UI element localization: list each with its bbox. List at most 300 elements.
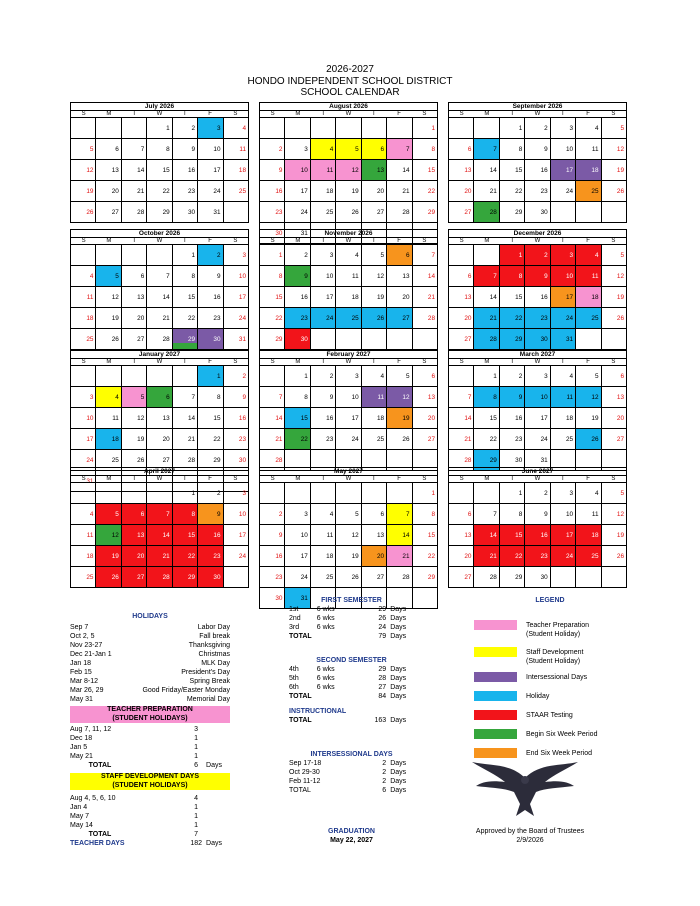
day-cell: 5 (601, 245, 626, 266)
day-cell: 18 (71, 546, 96, 567)
day-cell: 18 (576, 287, 601, 308)
day-cell: 7 (260, 387, 285, 408)
day-cell: 10 (550, 504, 575, 525)
day-cell: 12 (71, 160, 96, 181)
month-days-table (259, 365, 438, 471)
day-cell: 21 (147, 546, 172, 567)
day-cell: 23 (499, 429, 524, 450)
day-cell: 27 (147, 450, 172, 471)
day-cell: 28 (387, 202, 412, 223)
month-days-table (70, 117, 249, 223)
day-cell (71, 118, 96, 139)
day-cell: 24 (550, 546, 575, 567)
day-cell: 7 (147, 504, 172, 525)
day-cell: 15 (474, 408, 499, 429)
day-cell: 9 (285, 266, 310, 287)
day-cell: 11 (310, 525, 335, 546)
weekday-label: S (81, 359, 86, 365)
day-cell (576, 567, 601, 588)
day-cell: 8 (499, 139, 524, 160)
teacher-prep-row: Aug 7, 11, 12 3 (70, 726, 198, 733)
day-cell: 27 (361, 202, 386, 223)
day-cell: 16 (260, 546, 285, 567)
day-cell: 19 (387, 408, 412, 429)
month-days-table (259, 244, 438, 350)
weekday-label: S (270, 359, 275, 365)
day-cell: 19 (576, 408, 601, 429)
day-cell: 1 (499, 118, 524, 139)
day-cell: 26 (336, 202, 361, 223)
day-cell: 15 (499, 287, 524, 308)
day-cell (449, 245, 474, 266)
day-cell: 21 (474, 546, 499, 567)
day-cell: 10 (223, 266, 248, 287)
weekday-label: M (295, 476, 301, 482)
legend-swatch (474, 620, 517, 630)
day-cell: 15 (172, 287, 197, 308)
day-cell: 25 (223, 181, 248, 202)
day-cell: 27 (601, 429, 626, 450)
second-semester-section (289, 656, 414, 701)
day-cell: 29 (172, 329, 197, 350)
day-cell: 14 (121, 160, 146, 181)
weekday-label: S (459, 238, 464, 244)
weekday-label: S (611, 359, 616, 365)
day-cell: 8 (147, 139, 172, 160)
day-cell: 10 (550, 139, 575, 160)
day-cell: 4 (310, 504, 335, 525)
day-cell: 28 (449, 450, 474, 471)
day-cell: 12 (121, 408, 146, 429)
day-cell: 12 (387, 387, 412, 408)
day-cell: 19 (121, 429, 146, 450)
weekday-label: F (397, 359, 401, 365)
eagle-logo (470, 758, 580, 820)
day-cell: 15 (499, 525, 524, 546)
day-cell: 7 (474, 504, 499, 525)
day-cell: 10 (285, 160, 310, 181)
first-semester-total: TOTAL 79 Days (289, 633, 407, 640)
day-cell: 1 (499, 483, 524, 504)
day-cell: 24 (223, 308, 248, 329)
day-cell: 21 (387, 181, 412, 202)
day-cell: 6 (147, 387, 172, 408)
day-cell: 21 (449, 429, 474, 450)
weekday-label: S (459, 111, 464, 117)
day-cell: 28 (474, 202, 499, 223)
calendar-title: SCHOOL CALENDAR (300, 87, 400, 98)
day-cell: 30 (285, 329, 310, 350)
day-cell: 23 (223, 429, 248, 450)
day-cell (147, 483, 172, 504)
day-cell (412, 588, 437, 609)
month-calendar (448, 350, 627, 471)
first-semester-title: FIRST SEMESTER (321, 597, 382, 604)
month-title: October 2026 (70, 229, 249, 237)
day-cell: 4 (223, 118, 248, 139)
month-title: November 2026 (259, 229, 438, 237)
day-cell: 16 (172, 160, 197, 181)
day-cell: 25 (336, 308, 361, 329)
month-calendar (259, 229, 438, 350)
day-cell: 19 (601, 160, 626, 181)
staff-dev-row: May 14 1 (70, 822, 198, 829)
month-calendar (259, 467, 438, 609)
day-cell: 6 (601, 366, 626, 387)
day-cell: 18 (223, 160, 248, 181)
weekday-label: F (208, 111, 212, 117)
day-cell: 16 (198, 525, 223, 546)
day-cell: 6 (449, 139, 474, 160)
day-cell: 2 (172, 118, 197, 139)
day-cell: 8 (412, 139, 437, 160)
day-cell (96, 483, 121, 504)
day-cell: 8 (285, 387, 310, 408)
day-cell: 2 (499, 366, 524, 387)
intersessional-row: Oct 29-30 2 Days (289, 769, 407, 776)
day-cell: 17 (550, 287, 575, 308)
holiday-row: Nov 23-27 Thanksgiving (70, 642, 230, 649)
weekday-label: F (397, 238, 401, 244)
day-cell: 16 (499, 408, 524, 429)
day-cell: 9 (198, 266, 223, 287)
day-cell: 25 (310, 567, 335, 588)
day-cell: 19 (96, 308, 121, 329)
day-cell: 23 (198, 308, 223, 329)
day-cell: 18 (96, 429, 121, 450)
legend-swatch (474, 729, 517, 739)
month-title: June 2027 (448, 467, 627, 475)
day-cell: 5 (361, 245, 386, 266)
day-cell: 27 (121, 567, 146, 588)
day-cell: 8 (198, 387, 223, 408)
day-cell: 26 (601, 546, 626, 567)
day-cell: 22 (260, 308, 285, 329)
teacher-prep-total: TOTAL 6 Days (88, 762, 222, 769)
day-cell: 5 (96, 266, 121, 287)
legend-swatch (474, 748, 517, 758)
day-cell (387, 329, 412, 350)
legend-label: Holiday (526, 693, 550, 700)
weekday-label: M (106, 238, 112, 244)
day-cell (147, 366, 172, 387)
day-cell: 24 (550, 308, 575, 329)
day-cell (260, 483, 285, 504)
day-cell: 1 (172, 245, 197, 266)
day-cell: 2 (525, 118, 550, 139)
day-cell: 28 (387, 567, 412, 588)
day-cell: 31 (198, 202, 223, 223)
day-cell: 10 (71, 408, 96, 429)
day-cell (223, 202, 248, 223)
weekday-label: T (321, 238, 326, 244)
weekday-label: S (233, 476, 238, 482)
day-cell: 21 (121, 181, 146, 202)
day-cell (121, 366, 146, 387)
month-calendar (70, 102, 249, 223)
day-cell (576, 329, 601, 350)
day-cell: 4 (576, 483, 601, 504)
intersessional-title: INTERSESSIONAL DAYS (310, 751, 393, 758)
weekday-label: M (484, 359, 490, 365)
day-cell: 7 (474, 266, 499, 287)
day-cell: 5 (387, 366, 412, 387)
weekday-label: F (586, 476, 590, 482)
day-cell: 7 (387, 139, 412, 160)
weekday-label: W (156, 238, 163, 244)
day-cell: 11 (310, 160, 335, 181)
weekday-label: T (560, 111, 565, 117)
weekday-label: S (459, 476, 464, 482)
day-cell: 11 (576, 504, 601, 525)
day-cell: 20 (412, 408, 437, 429)
weekday-label: S (459, 359, 464, 365)
weekday-label: M (484, 111, 490, 117)
weekday-label: S (422, 359, 427, 365)
day-cell: 13 (449, 287, 474, 308)
day-cell: 24 (223, 546, 248, 567)
day-cell: 18 (310, 181, 335, 202)
day-cell: 3 (336, 366, 361, 387)
weekday-label: S (81, 111, 86, 117)
day-cell (223, 567, 248, 588)
day-cell (96, 366, 121, 387)
day-cell (449, 483, 474, 504)
day-cell (310, 483, 335, 504)
day-cell: 29 (172, 567, 197, 588)
day-cell (361, 483, 386, 504)
first-semester-section (289, 596, 414, 641)
six-week-row: 5th 6 wks 28 Days (289, 675, 407, 682)
day-cell (601, 567, 626, 588)
day-cell: 14 (260, 408, 285, 429)
day-cell: 28 (474, 567, 499, 588)
month-calendar (70, 229, 249, 350)
weekday-label: M (106, 111, 112, 117)
month-title: January 2027 (70, 350, 249, 358)
legend-label: End Six Week Period (526, 750, 593, 757)
day-cell: 11 (576, 266, 601, 287)
day-cell: 20 (121, 308, 146, 329)
day-cell: 6 (387, 245, 412, 266)
day-cell: 26 (121, 450, 146, 471)
day-cell: 8 (172, 504, 197, 525)
month-title: April 2027 (70, 467, 249, 475)
weekday-label: W (345, 238, 352, 244)
weekday-label: W (156, 111, 163, 117)
legend-swatch (474, 710, 517, 720)
day-cell: 17 (285, 181, 310, 202)
day-cell: 19 (601, 525, 626, 546)
weekday-label: W (345, 476, 352, 482)
day-cell: 14 (172, 408, 197, 429)
holiday-row: Dec 21-Jan 1 Christmas (70, 651, 230, 658)
weekday-header (70, 475, 249, 482)
six-week-row: 2nd 6 wks 26 Days (289, 615, 407, 622)
weekday-header (448, 358, 627, 365)
day-cell: 8 (260, 266, 285, 287)
weekday-label: M (295, 111, 301, 117)
weekday-label: F (586, 111, 590, 117)
day-cell: 11 (71, 525, 96, 546)
day-cell: 19 (336, 181, 361, 202)
month-calendar (70, 467, 249, 588)
day-cell: 27 (96, 202, 121, 223)
day-cell: 1 (260, 245, 285, 266)
day-cell: 5 (96, 504, 121, 525)
day-cell (285, 483, 310, 504)
day-cell: 16 (285, 287, 310, 308)
day-cell (412, 329, 437, 350)
day-cell: 14 (474, 525, 499, 546)
day-cell: 6 (412, 366, 437, 387)
day-cell: 15 (499, 160, 524, 181)
month-title: March 2027 (448, 350, 627, 358)
day-cell: 13 (121, 525, 146, 546)
day-cell: 16 (260, 181, 285, 202)
weekday-label: M (295, 359, 301, 365)
day-cell: 2 (260, 139, 285, 160)
day-cell (601, 202, 626, 223)
day-cell: 16 (310, 408, 335, 429)
staff-dev-section (70, 773, 230, 848)
day-cell: 3 (550, 245, 575, 266)
day-cell: 2 (223, 366, 248, 387)
day-cell (96, 245, 121, 266)
day-cell: 20 (121, 546, 146, 567)
day-cell: 9 (525, 266, 550, 287)
day-cell: 13 (449, 525, 474, 546)
day-cell: 21 (474, 308, 499, 329)
day-cell: 13 (412, 387, 437, 408)
day-cell (310, 118, 335, 139)
day-cell (474, 245, 499, 266)
month-title: September 2026 (448, 102, 627, 110)
day-cell: 13 (449, 160, 474, 181)
day-cell: 9 (499, 387, 524, 408)
district-name: HONDO INDEPENDENT SCHOOL DISTRICT (247, 75, 453, 87)
day-cell: 5 (121, 387, 146, 408)
day-cell: 14 (474, 160, 499, 181)
weekday-header (259, 358, 438, 365)
day-cell: 20 (387, 287, 412, 308)
day-cell: 7 (449, 387, 474, 408)
day-cell: 3 (550, 118, 575, 139)
graduation-title: GRADUATION (328, 828, 375, 835)
day-cell: 4 (576, 245, 601, 266)
weekday-label: S (233, 238, 238, 244)
legend-swatch (474, 647, 517, 657)
day-cell: 28 (147, 567, 172, 588)
weekday-label: T (182, 238, 187, 244)
day-cell: 26 (601, 308, 626, 329)
day-cell: 18 (310, 546, 335, 567)
day-cell: 3 (71, 387, 96, 408)
day-cell: 9 (525, 504, 550, 525)
day-cell: 24 (285, 202, 310, 223)
legend-label: Begin Six Week Period (526, 731, 598, 738)
weekday-header (259, 475, 438, 482)
day-cell: 2 (525, 483, 550, 504)
day-cell: 17 (223, 287, 248, 308)
day-cell: 7 (474, 139, 499, 160)
weekday-label: F (397, 476, 401, 482)
day-cell: 14 (147, 287, 172, 308)
day-cell: 24 (550, 181, 575, 202)
day-cell: 11 (96, 408, 121, 429)
day-cell: 29 (499, 567, 524, 588)
day-cell: 15 (172, 525, 197, 546)
day-cell: 1 (412, 118, 437, 139)
staff-dev-row: Aug 4, 5, 6, 10 4 (70, 795, 198, 802)
day-cell: 24 (198, 181, 223, 202)
day-cell: 12 (336, 525, 361, 546)
month-days-table (259, 482, 438, 609)
day-cell: 12 (601, 504, 626, 525)
day-cell (449, 118, 474, 139)
legend-label: Teacher Preparation (Student Holiday) (526, 622, 590, 638)
day-cell: 18 (576, 160, 601, 181)
day-cell: 10 (525, 387, 550, 408)
day-cell: 26 (361, 308, 386, 329)
day-cell (474, 118, 499, 139)
day-cell: 18 (336, 287, 361, 308)
weekday-header (448, 237, 627, 244)
teacher-prep-row: Jan 5 1 (70, 744, 198, 751)
day-cell (550, 202, 575, 223)
weekday-label: T (132, 238, 137, 244)
teacher-prep-section (70, 706, 230, 770)
day-cell: 22 (499, 308, 524, 329)
day-cell: 28 (474, 329, 499, 350)
weekday-label: S (611, 476, 616, 482)
day-cell: 23 (260, 567, 285, 588)
day-cell: 13 (601, 387, 626, 408)
day-cell: 7 (147, 266, 172, 287)
day-cell: 15 (412, 160, 437, 181)
day-cell: 12 (336, 160, 361, 181)
day-cell: 5 (71, 139, 96, 160)
day-cell (121, 118, 146, 139)
day-cell: 16 (525, 160, 550, 181)
weekday-label: W (156, 476, 163, 482)
weekday-label: T (182, 111, 187, 117)
day-cell: 6 (449, 504, 474, 525)
instructional-title: INSTRUCTIONAL (289, 708, 347, 715)
day-cell: 13 (361, 160, 386, 181)
day-cell: 20 (449, 308, 474, 329)
teacher-days-total: TEACHER DAYS 182 Days (70, 840, 222, 847)
second-semester-total: TOTAL 84 Days (289, 693, 407, 700)
day-cell: 22 (198, 429, 223, 450)
weekday-label: T (132, 359, 137, 365)
day-cell: 2 (260, 504, 285, 525)
day-cell: 7 (412, 245, 437, 266)
day-cell: 30 (499, 450, 524, 471)
day-cell (121, 483, 146, 504)
day-cell: 20 (601, 408, 626, 429)
day-cell: 29 (499, 329, 524, 350)
month-days-table (448, 117, 627, 223)
weekday-header (70, 110, 249, 117)
day-cell: 30 (198, 329, 223, 350)
day-cell: 13 (387, 266, 412, 287)
legend-title: LEGEND (535, 597, 565, 604)
day-cell: 14 (412, 266, 437, 287)
holiday-row: Sep 7 Labor Day (70, 624, 230, 631)
day-cell: 25 (576, 308, 601, 329)
day-cell: 9 (260, 160, 285, 181)
